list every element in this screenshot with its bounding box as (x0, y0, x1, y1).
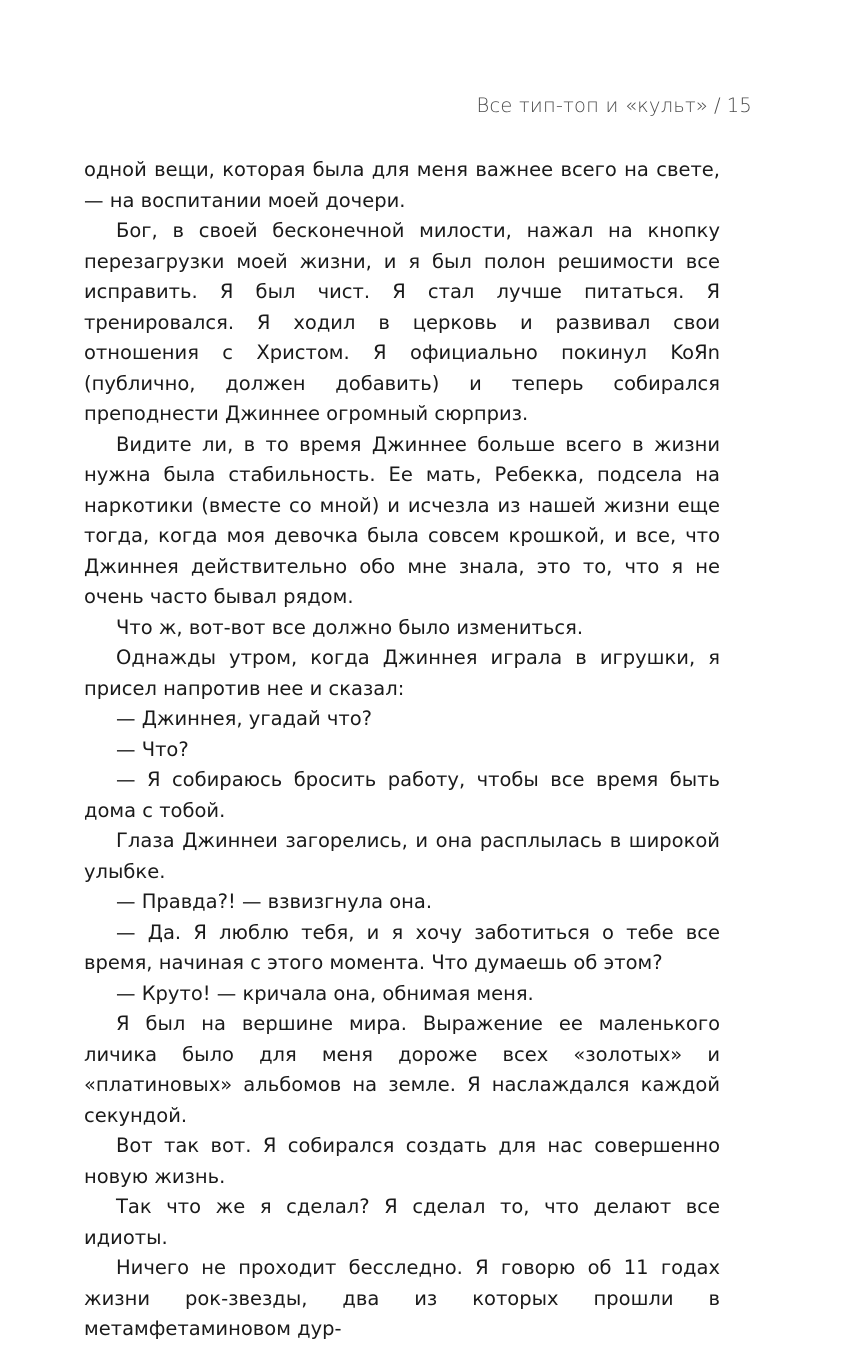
running-head-separator: / (714, 94, 721, 117)
paragraph: Вот так вот. Я собирался создать для нас совершенно новую жизнь. (84, 1134, 720, 1188)
paragraph: Что ж, вот-вот все должно было измениться. (116, 615, 584, 639)
paragraph: Так что же я сделал? Я сделал то, что делают все идиоты. (84, 1195, 720, 1249)
running-head-title: Все тип-топ и «культ» (476, 94, 708, 117)
paragraph: Бог, в своей бесконечной милости, нажал на кнопку перезагрузки моей жизни, и я был полон решимости все исправить. Я был чист. Я стал лучше питаться. Я тренировался. Я ходил в церковь и развивал свои отношения с Христом. Я официально покинул KoЯn (публично, должен добавить) и теперь собирался преподнести Джиннее огромный сюрприз. (84, 219, 720, 425)
dialogue-line: — Да. Я люблю тебя, и я хочу заботиться о тебе все время, начиная с этого момента. Что думаешь об этом? (84, 920, 720, 974)
paragraph: Однажды утром, когда Джиннея играла в игрушки, я присел напротив нее и сказал: (84, 646, 720, 700)
running-head (477, 94, 752, 117)
paragraph: одной вещи, которая была для меня важнее всего на свете, — на воспитании моей дочери. (84, 158, 720, 212)
paragraph: Глаза Джиннеи загорелись, и она расплылась в широкой улыбке. (84, 829, 720, 883)
body-text (84, 155, 720, 1345)
paragraph: Я был на вершине мира. Выражение ее маленького личика было для меня дороже всех «золотых» и «платиновых» альбомов на земле. Я наслаждался каждой секундой. (84, 1012, 720, 1127)
dialogue-line: — Я собираюсь бросить работу, чтобы все время быть дома с тобой. (84, 768, 720, 822)
dialogue-line: — Что? (116, 737, 189, 761)
dialogue-line: — Круто! — кричала она, обнимая меня. (116, 981, 534, 1005)
page-number: 15 (726, 94, 752, 117)
paragraph: Видите ли, в то время Джиннее больше всего в жизни нужна была стабильность. Ее мать, Ребекка, подсела на наркотики (вместе со мной) и исчезла из нашей жизни еще тогда, когда моя девочка была совсем крошкой, и все, что Джиннея действительно обо мне знала, это то, что я не очень часто бывал рядом. (84, 432, 720, 608)
dialogue-line: — Правда?! — взвизгнула она. (116, 890, 433, 913)
paragraph: Ничего не проходит бесследно. Я говорю об 11 годах жизни рок-звезды, два из которых прошли в метамфетаминовом дур- (84, 1256, 720, 1340)
dialogue-line: — Джиннея, угадай что? (116, 707, 372, 730)
